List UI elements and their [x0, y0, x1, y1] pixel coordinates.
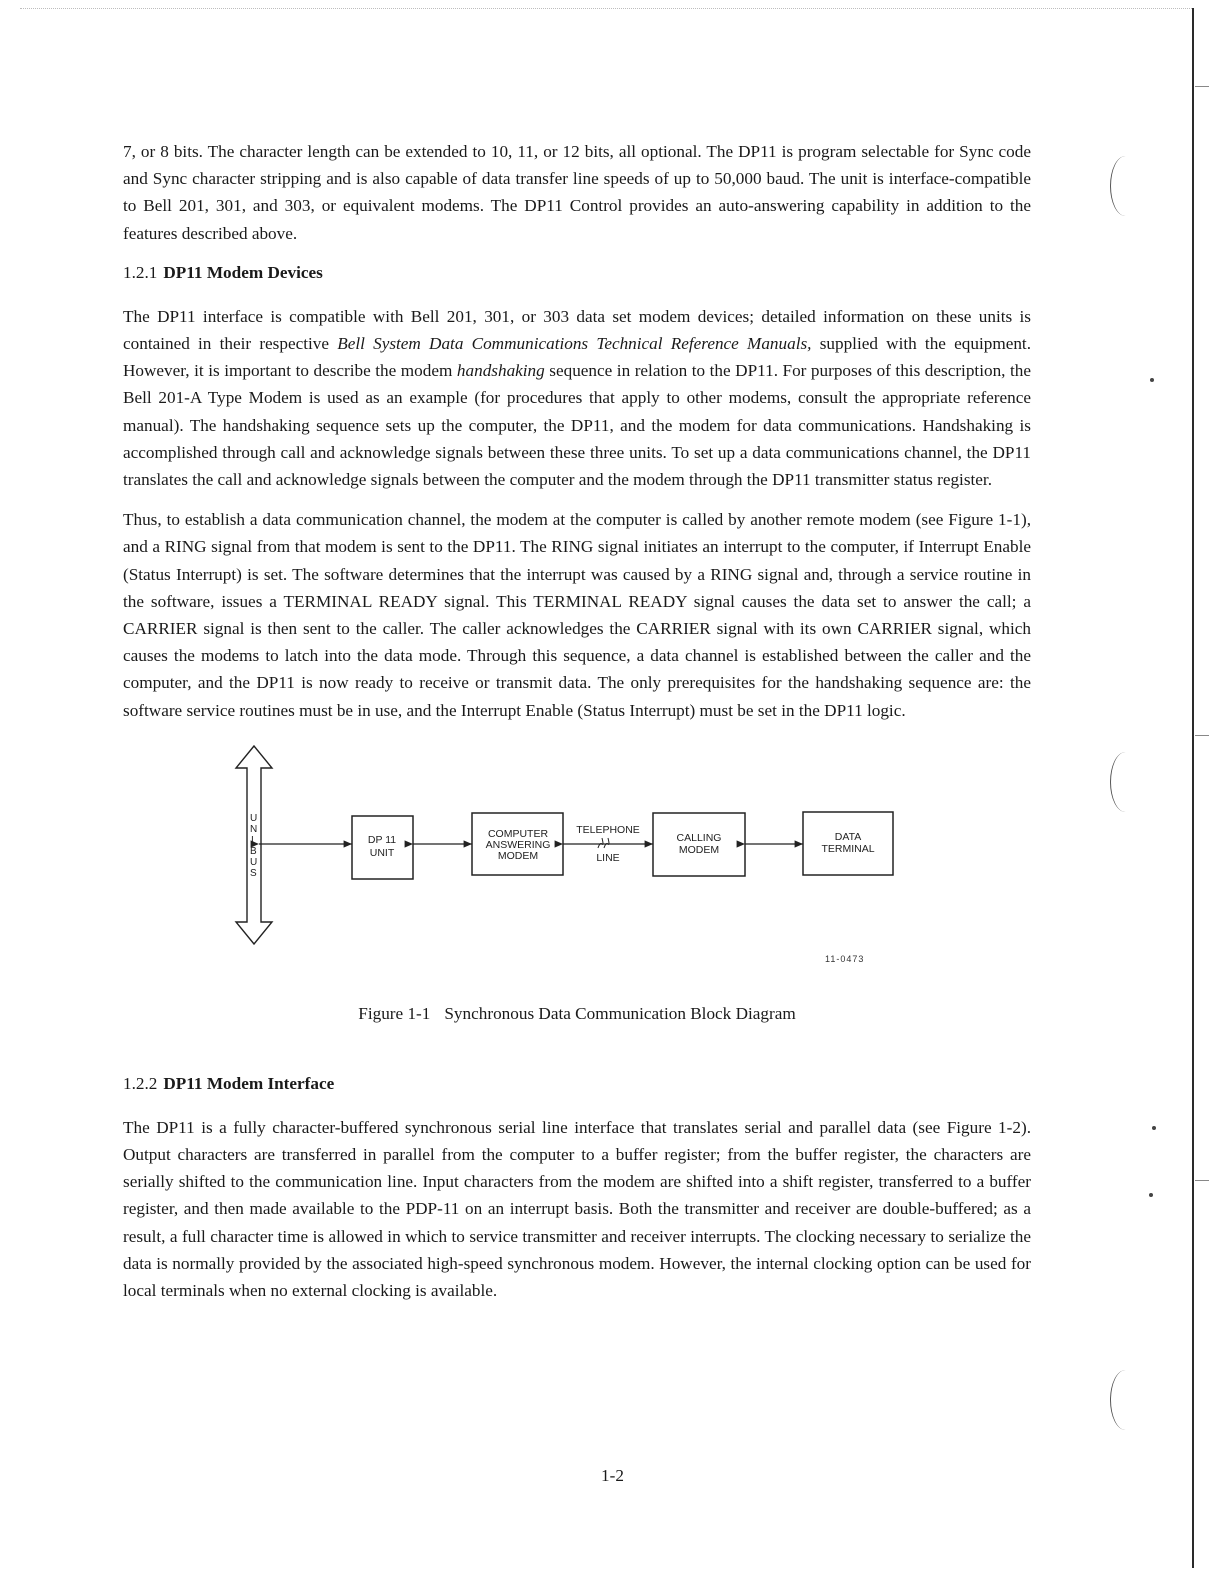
- unibus-letter: S: [250, 867, 257, 879]
- data-terminal-label-line2: TERMINAL: [821, 842, 875, 855]
- computer-modem-label-line1: COMPUTER: [487, 827, 549, 840]
- page-top-edge: [20, 8, 1192, 9]
- line-break-symbol: [598, 838, 609, 848]
- calling-modem-label-line1: CALLING: [676, 831, 722, 844]
- unibus-label: [250, 813, 257, 879]
- manual-title-italic: Bell System Data Communications Technical Reference Manuals,: [337, 334, 812, 354]
- section-title: DP11 Modem Interface: [163, 1073, 335, 1093]
- figure-caption: [123, 1004, 1031, 1024]
- binder-hole-mark: [1110, 156, 1141, 216]
- edge-tick: [1195, 1180, 1209, 1181]
- scan-speck: [1150, 378, 1154, 382]
- scan-speck: [1152, 1126, 1156, 1130]
- computer-modem-label-line3: MODEM: [497, 849, 539, 862]
- page-number: 1-2: [601, 1466, 624, 1485]
- telephone-label: TELEPHONE: [576, 823, 640, 836]
- paragraph-text: The DP11 interface is compatible with Bell 201, 301, or 303 data set modem devices; detailed information on these units is contained in their respective: [123, 306, 1031, 354]
- data-terminal-label-line1: DATA: [834, 830, 862, 843]
- edge-tick: [1195, 86, 1209, 87]
- block-diagram-figure: [123, 744, 1031, 994]
- page-right-edge: [1192, 8, 1194, 1568]
- unibus-letter: U: [250, 812, 258, 824]
- section-heading-1-2-1: [123, 261, 1031, 285]
- unibus-letter: U: [250, 856, 258, 868]
- section-heading-1-2-2: [123, 1072, 1031, 1096]
- dp11-label-line2: UNIT: [369, 846, 395, 859]
- unibus-letter: N: [250, 823, 258, 835]
- binder-hole-mark: [1110, 752, 1141, 812]
- section-number: 1.2.1: [123, 262, 158, 282]
- drawing-code: 11-0473: [825, 953, 865, 964]
- page-content: [123, 138, 1031, 1317]
- binder-hole-mark: [1110, 1370, 1141, 1430]
- dp11-label-line1: DP 11: [367, 833, 397, 846]
- block-diagram-svg: [123, 744, 1031, 994]
- figure-title: Synchronous Data Communication Block Diagram: [444, 1003, 796, 1023]
- unibus-bus-arrow: [236, 746, 272, 944]
- unibus-letter: I: [251, 834, 254, 846]
- scan-speck: [1149, 1193, 1153, 1197]
- handshaking-italic: handshaking: [456, 361, 545, 381]
- calling-modem-label-line2: MODEM: [678, 843, 720, 856]
- computer-modem-label-line2: ANSWERING: [485, 838, 551, 851]
- paragraph-handshake-sequence: Thus, to establish a data communication channel, the modem at the computer is called by another remote modem (see Figure 1-1), and a RING signal from that modem is sent to the DP11. The RING signal initiates an interrupt to the computer, if Interrupt Enable (Status Interrupt) is set. The software determines that the interrupt was caused by a RING signal and, through a service routine in the software, issues a TERMINAL READY signal. This TERMINAL READY signal causes the data set to answer the call; a CARRIER signal is then sent to the caller. The caller acknowledges the CARRIER signal with its own CARRIER signal, which causes the modems to latch into the data mode. Through this sequence, a data channel is established between the caller and the computer, and the DP11 is now ready to receive or transmit data. The only prerequisites for the handshaking sequence are: the software service routines must be in use, and the Interrupt Enable (Status Interrupt) must be set in the DP11 logic.: [123, 510, 1031, 720]
- figure-number: Figure 1-1: [358, 1003, 431, 1023]
- line-label: LINE: [596, 851, 620, 864]
- paragraph-modem-interface: The DP11 is a fully character-buffered synchronous serial line interface that translates serial and parallel data (see Figure 1-2). Output characters are transferred in parallel from the computer to a buffer register; from the buffer register, the characters are serially shifted to the communication line. Input characters from the modem are shifted into a shift register, transferred to a buffer register, and then made available to the PDP-11 on an interrupt basis. Both the transmitter and receiver are double-buffered; as a result, a full character time is allowed in which to service transmitter and receiver interrupts. The clocking necessary to serialize the data is normally provided by the associated high-speed synchronous modem. However, the internal clocking option can be used for local terminals when no external clocking is available.: [123, 1117, 1031, 1301]
- paragraph-modem-devices: [123, 303, 1031, 493]
- paragraph-intro-continued: 7, or 8 bits. The character length can be extended to 10, 11, or 12 bits, all optional. The DP11 is program selectable for Sync code and Sync character stripping and is also capable of data transfer line speeds of up to 50,000 baud. The unit is interface-compatible to Bell 201, 301, and 303, or equivalent modems. The DP11 Control provides an auto-answering capability in addition to the features described above.: [123, 142, 1031, 243]
- edge-tick: [1195, 735, 1209, 736]
- section-number: 1.2.2: [123, 1073, 158, 1093]
- unibus-letter: B: [250, 845, 257, 857]
- paragraph-text: sequence in relation to the DP11. For purposes of this description, the Bell 201-A Type Modem is used as an example (for procedures that apply to other modems, consult the appropriate reference manual). The handshaking sequence sets up the computer, the DP11, and the modem for data communications. Handshaking is accomplished through call and acknowledge signals between these three units. To set up a data communications channel, the DP11 translates the call and acknowledge signals between the computer and the modem through the DP11 transmitter status register.: [123, 361, 1031, 490]
- section-title: DP11 Modem Devices: [163, 262, 323, 282]
- paragraph-text: supplied with the equipment. However, it is important to describe the modem: [123, 334, 1031, 381]
